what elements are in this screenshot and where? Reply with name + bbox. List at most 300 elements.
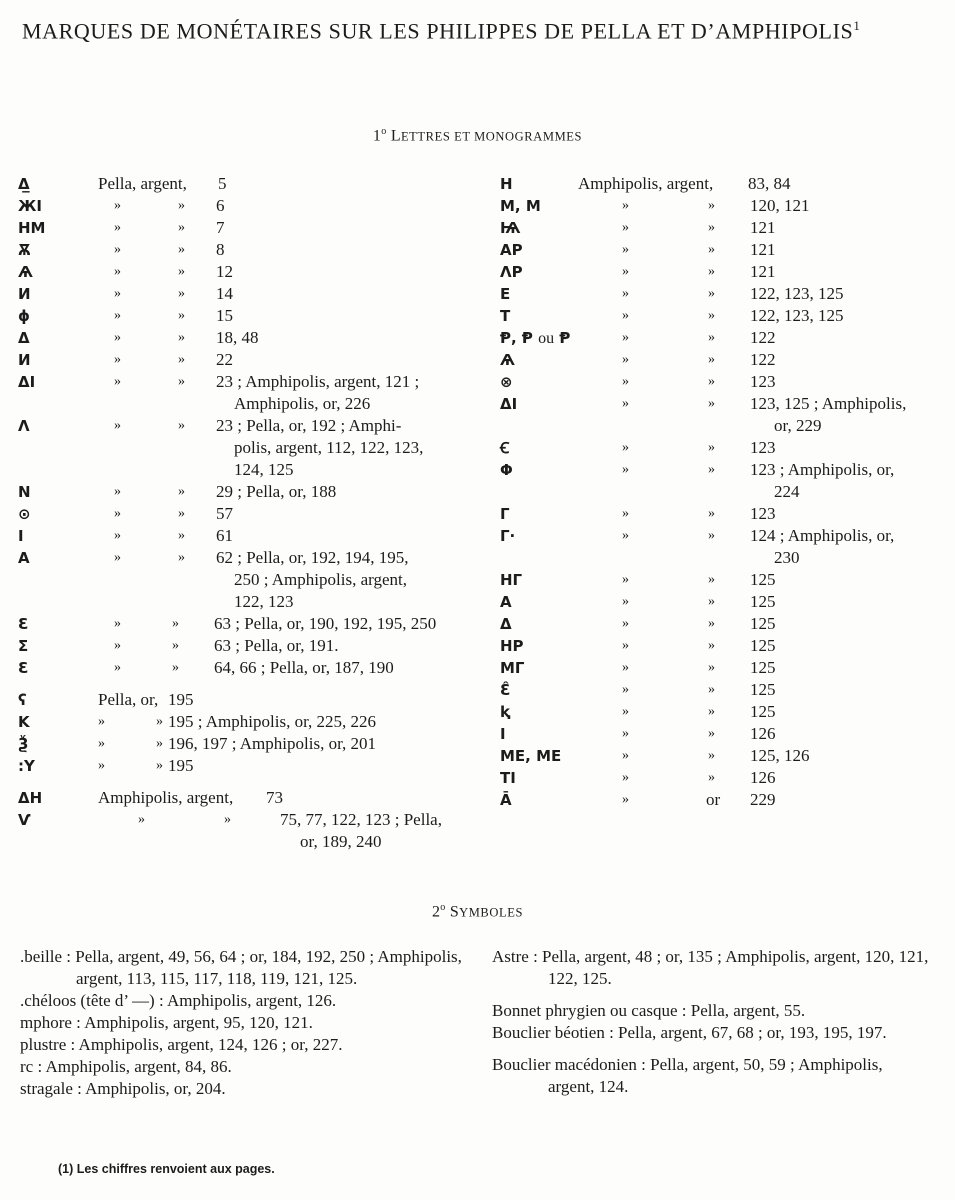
page-reference-line: 224: [774, 482, 800, 501]
left_col-entry: [18, 635, 468, 657]
right_col-entry: [500, 723, 950, 745]
right_col-entry: [500, 195, 950, 217]
page-reference-line: 125: [750, 680, 776, 699]
page-reference-line: Amphipolis, or, 226: [234, 394, 371, 413]
moneyer-mark: I: [500, 725, 506, 743]
ditto-mark: »: [708, 198, 715, 213]
moneyer-mark: N: [18, 483, 31, 501]
left_col-entry: [18, 733, 468, 755]
right_col-entry: [500, 613, 950, 635]
metal-label: or: [706, 790, 721, 809]
left_col-entry: [18, 415, 468, 481]
ditto-mark: »: [622, 704, 629, 719]
page-references: [750, 679, 776, 701]
left_col-entry: [18, 809, 468, 853]
page-reference-line: 123 ; Amphipolis, or,: [750, 460, 895, 479]
ditto-mark: »: [114, 484, 121, 499]
moneyer-mark: E: [500, 285, 511, 303]
page-references: [216, 217, 225, 239]
page-references: [216, 547, 408, 613]
page-reference-line: 125: [750, 658, 776, 677]
right_col-entry: [500, 657, 950, 679]
page-reference-line: 126: [750, 724, 776, 743]
moneyer-mark: HM: [18, 219, 46, 237]
ditto-mark: »: [622, 748, 629, 763]
mint-metal-label: Amphipolis, argent,: [578, 174, 714, 193]
page-references: [750, 195, 810, 217]
page-reference-line: 123: [750, 372, 776, 391]
page-reference-line: 121: [750, 262, 776, 281]
moneyer-mark: HP: [500, 637, 524, 655]
page-reference-line: 122, 123, 125: [750, 284, 844, 303]
page-reference-line: 8: [216, 240, 225, 259]
page-reference-line: 120, 121: [750, 196, 810, 215]
right_col-entry: [500, 459, 950, 503]
page-references: [214, 613, 436, 635]
ditto-mark: »: [708, 220, 715, 235]
mark-connector: ou: [538, 330, 555, 347]
page-references: [750, 635, 776, 657]
left_col-entry: [18, 283, 468, 305]
page-reference-line: 63 ; Pella, or, 190, 192, 195, 250: [214, 614, 437, 633]
ditto-mark: »: [622, 308, 629, 323]
left-column-list: [18, 173, 468, 853]
moneyer-mark: Ͷ: [18, 285, 31, 303]
right_col-entry: [500, 239, 950, 261]
page-references: [216, 349, 233, 371]
page-references: [216, 195, 225, 217]
moneyer-mark: A: [18, 549, 30, 567]
ditto-mark: »: [708, 572, 715, 587]
moneyer-mark: Ѯ: [18, 735, 29, 753]
moneyer-mark-variant: Ᵽ: [554, 329, 571, 347]
ditto-mark: »: [178, 550, 185, 565]
left_col-entry: [18, 525, 468, 547]
ditto-mark: »: [114, 352, 121, 367]
moneyer-mark: :Y: [18, 757, 35, 775]
moneyer-mark: Ɛ: [18, 615, 29, 633]
moneyer-mark: TI: [500, 769, 516, 787]
moneyer-mark: M, M: [500, 197, 541, 215]
page-reference-line: 124 ; Amphipolis, or,: [750, 526, 895, 545]
ditto-mark: »: [622, 352, 629, 367]
page-reference-line: 121: [750, 240, 776, 259]
page-reference-line: 121: [750, 218, 776, 237]
ditto-mark: »: [622, 572, 629, 587]
page-reference-line: 195 ; Amphipolis, or, 225, 226: [168, 712, 377, 731]
left_col-entry: [18, 173, 468, 195]
ditto-mark: »: [622, 462, 629, 477]
moneyer-mark: K: [18, 713, 30, 731]
ditto-mark: »: [178, 506, 185, 521]
page-reference-line: 123: [750, 504, 776, 523]
ditto-mark: »: [708, 440, 715, 455]
ditto-mark: »: [114, 660, 121, 675]
page-reference-line: 196, 197 ; Amphipolis, or, 201: [168, 734, 377, 753]
ditto-mark: »: [708, 242, 715, 257]
ditto-mark: »: [622, 374, 629, 389]
moneyer-mark: ΛP: [500, 263, 523, 281]
ditto-mark: »: [622, 264, 629, 279]
ditto-mark: »: [114, 286, 121, 301]
page-references: [216, 261, 233, 283]
moneyer-mark: Ɛ̂: [500, 681, 511, 699]
right_col-entry: [500, 173, 950, 195]
page-references: [750, 525, 894, 569]
ditto-mark: »: [98, 714, 105, 729]
ditto-mark: »: [708, 748, 715, 763]
page-reference-line: 195: [168, 756, 194, 775]
moneyer-mark: ⊙: [18, 505, 31, 523]
page-reference-line: 18, 48: [216, 328, 259, 347]
ditto-mark: »: [708, 396, 715, 411]
ditto-mark: »: [622, 220, 629, 235]
page-references: [748, 173, 791, 195]
section-heading-symbols: 2$^o$ SYMBOLES: [431, 902, 524, 921]
page-references: [750, 371, 776, 393]
mint-metal-label: Pella, argent,: [98, 174, 187, 193]
page-references: [750, 701, 776, 723]
page-reference-line: 5: [218, 174, 227, 193]
right_col-entry: [500, 261, 950, 283]
moneyer-mark: Ѩ: [500, 219, 521, 237]
ditto-mark: »: [178, 330, 185, 345]
page-references: [216, 239, 225, 261]
moneyer-mark: Γ·: [500, 527, 516, 545]
right_col-entry: [500, 503, 950, 525]
ditto-mark: »: [178, 374, 185, 389]
moneyer-mark: Ѧ: [500, 351, 515, 369]
moneyer-mark: ЖI: [18, 197, 42, 215]
ditto-mark: »: [98, 758, 105, 773]
page-reference-line: 125: [750, 636, 776, 655]
page-reference-line: 6: [216, 196, 225, 215]
ditto-mark: »: [156, 758, 163, 773]
page-title: MARQUES DE MONÉTAIRES SUR LES PHILIPPES DE PELLA ET D’AMPHIPOLIS$^1$: [22, 18, 861, 44]
ditto-mark: »: [708, 704, 715, 719]
ditto-mark: »: [708, 682, 715, 697]
right_col-entry: [500, 305, 950, 327]
ditto-mark: »: [114, 616, 121, 631]
moneyer-mark: Ā: [500, 791, 512, 809]
moneyer-mark: H: [500, 175, 513, 193]
page-references: [750, 437, 776, 459]
page-reference-line: 250 ; Amphipolis, argent,: [234, 570, 407, 589]
left_col-entry: [18, 755, 468, 777]
ditto-mark: »: [708, 660, 715, 675]
symbol-entry: rc : Amphipolis, argent, 84, 86.: [20, 1057, 232, 1076]
moneyer-mark: HΓ: [500, 571, 523, 589]
right_col-entry: [500, 679, 950, 701]
page-reference-line: 125, 126: [750, 746, 810, 765]
ditto-mark: »: [708, 352, 715, 367]
moneyer-mark: Σ: [18, 637, 29, 655]
left_col-entry: [18, 613, 468, 635]
ditto-mark: »: [114, 308, 121, 323]
ditto-mark: »: [114, 638, 121, 653]
right_col-entry: [500, 569, 950, 591]
right_col-entry: [500, 393, 950, 437]
mint-metal-label: Pella, or,: [98, 690, 159, 709]
ditto-mark: »: [622, 286, 629, 301]
symbol-entry: Bouclier béotien : Pella, argent, 67, 68 ; or, 193, 195, 197.: [492, 1023, 887, 1042]
page-references: [750, 657, 776, 679]
left_col-entry: [18, 689, 468, 711]
right_col-entry: [500, 525, 950, 569]
ditto-mark: »: [708, 462, 715, 477]
symbol-entry: Astre : Pella, argent, 48 ; or, 135 ; Amphipolis, argent, 120, 121, 122, 125.: [492, 947, 929, 988]
ditto-mark: »: [622, 638, 629, 653]
ditto-mark: »: [622, 198, 629, 213]
right_col-entry: [500, 591, 950, 613]
left_col-entry: [18, 657, 468, 679]
page-references: [750, 217, 776, 239]
page-references: [216, 415, 423, 481]
page-references: [218, 173, 227, 195]
right_col-entry: [500, 217, 950, 239]
page-reference-line: 29 ; Pella, or, 188: [216, 482, 337, 501]
ditto-mark: »: [114, 550, 121, 565]
ditto-mark: »: [114, 242, 121, 257]
moneyer-mark: ⱪ: [500, 703, 510, 721]
ditto-mark: »: [98, 736, 105, 751]
ditto-mark: »: [114, 506, 121, 521]
page-reference-line: 12: [216, 262, 233, 281]
moneyer-mark: Δ: [500, 615, 512, 633]
page-reference-line: 125: [750, 570, 776, 589]
ditto-mark: »: [178, 308, 185, 323]
left_col-entry: [18, 787, 468, 809]
moneyer-mark: Ѵ: [18, 811, 31, 829]
page-reference-line: 126: [750, 768, 776, 787]
left_col-entry: [18, 305, 468, 327]
page-references: [750, 569, 776, 591]
page-references: [168, 689, 194, 711]
ditto-mark: »: [622, 726, 629, 741]
ditto-mark: »: [156, 736, 163, 751]
ditto-mark: »: [178, 264, 185, 279]
page-references: [168, 711, 376, 733]
ditto-mark: »: [708, 264, 715, 279]
right_col-entry: [500, 327, 950, 349]
moneyer-mark: MΓ: [500, 659, 525, 677]
page-reference-line: 61: [216, 526, 233, 545]
page-reference-line: 123: [750, 438, 776, 457]
left_col-entry: [18, 503, 468, 525]
page-reference-line: 125: [750, 592, 776, 611]
symbol-entry: mphore : Amphipolis, argent, 95, 120, 121.: [20, 1013, 313, 1032]
page-reference-line: 195: [168, 690, 194, 709]
page-reference-line: 57: [216, 504, 233, 523]
ditto-mark: »: [708, 286, 715, 301]
symbol-entry: Bonnet phrygien ou casque : Pella, argent, 55.: [492, 1001, 806, 1020]
ditto-mark: »: [172, 660, 179, 675]
ditto-mark: »: [138, 812, 145, 827]
ditto-mark: »: [178, 418, 185, 433]
page-references: [216, 525, 233, 547]
ditto-mark: »: [708, 330, 715, 345]
ditto-mark: »: [178, 220, 185, 235]
page-reference-line: 124, 125: [234, 460, 294, 479]
ditto-mark: »: [622, 506, 629, 521]
right_col-entry: [500, 349, 950, 371]
page-references: [750, 283, 844, 305]
right_col-entry: [500, 283, 950, 305]
page-references: [750, 767, 776, 789]
ditto-mark: »: [178, 528, 185, 543]
page-reference-line: polis, argent, 112, 122, 123,: [234, 438, 424, 457]
right-column-list: [500, 173, 950, 811]
page-references: [216, 283, 233, 305]
ditto-mark: »: [708, 616, 715, 631]
page-references: [750, 789, 776, 811]
page-references: [168, 733, 376, 755]
page-references: [216, 371, 419, 415]
page-references: [750, 393, 906, 437]
right_col-entry: [500, 789, 950, 811]
page-reference-line: 125: [750, 614, 776, 633]
page-references: [216, 327, 259, 349]
ditto-mark: »: [622, 330, 629, 345]
left_col-entry: [18, 239, 468, 261]
ditto-mark: »: [708, 638, 715, 653]
page-reference-line: 23 ; Amphipolis, argent, 121 ;: [216, 372, 420, 391]
moneyer-mark: Λ: [18, 417, 30, 435]
page-references: [750, 349, 776, 371]
moneyer-mark: И: [18, 351, 31, 369]
page-references: [750, 261, 776, 283]
right_col-entry: [500, 371, 950, 393]
moneyer-mark: Γ: [500, 505, 510, 523]
page-reference-line: 75, 77, 122, 123 ; Pella,: [280, 810, 442, 829]
footnote: (1) Les chiffres renvoient aux pages.: [58, 1162, 275, 1176]
ditto-mark: »: [622, 396, 629, 411]
moneyer-mark: Ᵽ, Ᵽ ou Ᵽ: [500, 329, 571, 347]
moneyer-mark: Δ̲: [18, 175, 30, 193]
left_col-entry: [18, 217, 468, 239]
page-reference-line: 14: [216, 284, 233, 303]
ditto-mark: »: [622, 440, 629, 455]
page-reference-line: 73: [266, 788, 283, 807]
symbols-left-column: [20, 946, 475, 1100]
page-references: [750, 723, 776, 745]
ditto-mark: »: [708, 506, 715, 521]
symbol-entry: .beille : Pella, argent, 49, 56, 64 ; or, 184, 192, 250 ; Amphipolis, argent, 113, 115, 117, 118, 119, 121, 125.: [20, 947, 462, 988]
ditto-mark: »: [622, 616, 629, 631]
ditto-mark: »: [172, 616, 179, 631]
left_col-entry: [18, 711, 468, 733]
left_col-entry: [18, 547, 468, 613]
page-reference-line: 62 ; Pella, or, 192, 194, 195,: [216, 548, 409, 567]
ditto-mark: »: [622, 770, 629, 785]
left_col-entry: [18, 327, 468, 349]
page-references: [280, 809, 442, 853]
page-reference-line: 125: [750, 702, 776, 721]
page-references: [214, 657, 394, 679]
symbol-entry: stragale : Amphipolis, or, 204.: [20, 1079, 226, 1098]
right_col-entry: [500, 745, 950, 767]
ditto-mark: »: [708, 308, 715, 323]
moneyer-mark: Ꞓ: [500, 439, 510, 457]
page-references: [750, 305, 844, 327]
ditto-mark: »: [114, 528, 121, 543]
page-references: [750, 503, 776, 525]
page-reference-line: 64, 66 ; Pella, or, 187, 190: [214, 658, 394, 677]
page-reference-line: 7: [216, 218, 225, 237]
symbol-entry: Bouclier macédonien : Pella, argent, 50, 59 ; Amphipolis, argent, 124.: [492, 1055, 883, 1096]
ditto-mark: »: [114, 374, 121, 389]
page-references: [216, 481, 336, 503]
page-reference-line: 83, 84: [748, 174, 791, 193]
moneyer-mark: ⊗: [500, 373, 513, 391]
page-reference-line: 15: [216, 306, 233, 325]
moneyer-mark: ʕ: [18, 691, 27, 709]
page-references: [750, 327, 776, 349]
moneyer-mark: I: [18, 527, 24, 545]
page-reference-line: or, 189, 240: [300, 832, 382, 851]
ditto-mark: »: [178, 242, 185, 257]
page-reference-line: 122, 123, 125: [750, 306, 844, 325]
ditto-mark: »: [178, 286, 185, 301]
ditto-mark: »: [156, 714, 163, 729]
page-references: [750, 745, 810, 767]
right_col-entry: [500, 635, 950, 657]
right_col-entry: [500, 767, 950, 789]
moneyer-mark: Ѧ: [18, 263, 33, 281]
left_col-entry: [18, 371, 468, 415]
ditto-mark: »: [708, 374, 715, 389]
mint-metal-label: Amphipolis, argent,: [98, 788, 234, 807]
page-reference-line: 230: [774, 548, 800, 567]
moneyer-mark: Ɛ: [18, 659, 29, 677]
left_col-entry: [18, 481, 468, 503]
title-note-ref: 1: [853, 18, 861, 33]
page-reference-line: 22: [216, 350, 233, 369]
page-reference-line: 123, 125 ; Amphipolis,: [750, 394, 907, 413]
ditto-mark: »: [622, 242, 629, 257]
page-reference-line: 122, 123: [234, 592, 294, 611]
symbol-entry: plustre : Amphipolis, argent, 124, 126 ; or, 227.: [20, 1035, 343, 1054]
moneyer-mark: Φ: [500, 461, 513, 479]
page-references: [750, 591, 776, 613]
ditto-mark: »: [114, 264, 121, 279]
moneyer-mark: ɸ: [18, 307, 30, 325]
page-reference-line: 63 ; Pella, or, 191.: [214, 636, 339, 655]
section-heading-letters: 1$^o$ LETTRES ET MONOGRAMMES: [372, 126, 583, 145]
ditto-mark: »: [224, 812, 231, 827]
moneyer-mark: ΔI: [18, 373, 36, 391]
ditto-mark: »: [178, 352, 185, 367]
page-reference-line: 23 ; Pella, or, 192 ; Amphi-: [216, 416, 402, 435]
page-references: [216, 503, 233, 525]
moneyer-mark: ME, ME: [500, 747, 562, 765]
page-references: [266, 787, 283, 809]
ditto-mark: »: [178, 198, 185, 213]
moneyer-mark: ΔI: [500, 395, 518, 413]
ditto-mark: »: [622, 528, 629, 543]
page-references: [750, 239, 776, 261]
symbols-right-column: [492, 946, 932, 1098]
ditto-mark: »: [114, 418, 121, 433]
page-references: [750, 459, 894, 503]
ditto-mark: »: [622, 594, 629, 609]
ditto-mark: »: [622, 682, 629, 697]
page-references: [168, 755, 194, 777]
moneyer-mark: ΔH: [18, 789, 43, 807]
moneyer-mark: A: [500, 593, 512, 611]
left_col-entry: [18, 349, 468, 371]
ditto-mark: »: [622, 792, 629, 807]
